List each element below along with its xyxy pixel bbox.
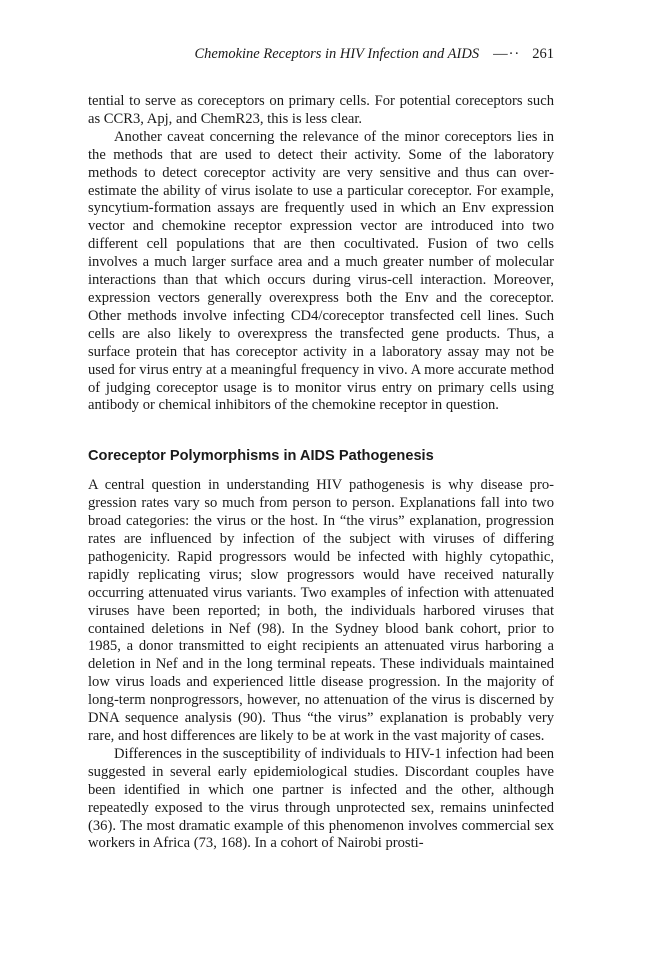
running-head-title: Chemokine Receptors in HIV Infection and AIDS (194, 46, 480, 62)
paragraph-minor-coreceptors-caveat: Another caveat concerning the relevance of the minor coreceptors lies in the methods that are used to detect their activity. Some of the laboratory methods to detect coreceptor activity are very sensitive and thus can overestimate the ability of virus isolate to use a particular coreceptor. For example, syncytium-formation assays are frequently used in which an Env expression vector and chemokine receptor expression vector are introduced into two different cell populations that are then cocultivated. Fusion of two cells involves a much larger surface area and a much greater number of molecular interactions than that which occurs during virus-cell interaction. Moreover, expression vectors generally overexpress both the Env and the coreceptor. Other methods involve infecting CD4/coreceptor transfected cell lines. Such cells are also likely to overexpress the transfected gene products. Thus, a surface protein that has coreceptor activity in a laboratory assay may not be used for virus entry at a meaningful frequency in vivo. A more accurate method of judging coreceptor usage is to monitor virus entry on primary cells using antibody or chemical inhibitors of the chemokine receptor in question. (88, 128, 554, 414)
running-head-dash: —·· (493, 46, 521, 62)
page-body (88, 93, 554, 853)
paragraph-pathogenesis-question: A central question in understanding HIV pathogenesis is why disease progression rates vary so much from person to person. Explanations fall into two broad categories: the virus or the host. In “the virus” explanation, progression rates are influenced by infection of the subject with viruses of differing pathogenicity. Rapid progressors would be infected with highly cytopathic, rapidly replicating virus; slow progressors would have received naturally occurring attenuated virus variants. Two examples of infection with attenuated viruses have been reported; in both, the individuals harbored viruses that contained deletions in Nef (98). In the Sydney blood bank cohort, prior to 1985, a donor transmitted to eight recipients an attenuated virus harboring a deletion in Nef and in the long terminal repeats. These individuals maintained low virus loads and experienced little disease progression. In the majority of long-term nonprogressors, however, no attenuation of the virus is discerned by DNA sequence analysis (90). Thus “the virus” explanation is probably very rare, and host differences are likely to be at work in the vast majority of cases. (88, 477, 554, 744)
section-heading: Coreceptor Polymorphisms in AIDS Pathogenesis (88, 448, 434, 465)
paragraph-continuation: tential to serve as coreceptors on primary cells. For potential coreceptors such as CCR3, Apj, and ChemR23, this is less clear. (88, 93, 554, 127)
page-number: 261 (532, 46, 554, 62)
running-head (88, 46, 554, 63)
paragraph-susceptibility: Differences in the susceptibility of individuals to HIV-1 infection had been suggested in several early epidemiological studies. Discordant couples have been identified in which one partner is infected and the other, although repeatedly exposed to the virus through unprotected sex, remains uninfected (36). The most dramatic example of this phenomenon involves commercial sex workers in Africa (73, 168). In a cohort of Nairobi prosti- (88, 745, 554, 852)
